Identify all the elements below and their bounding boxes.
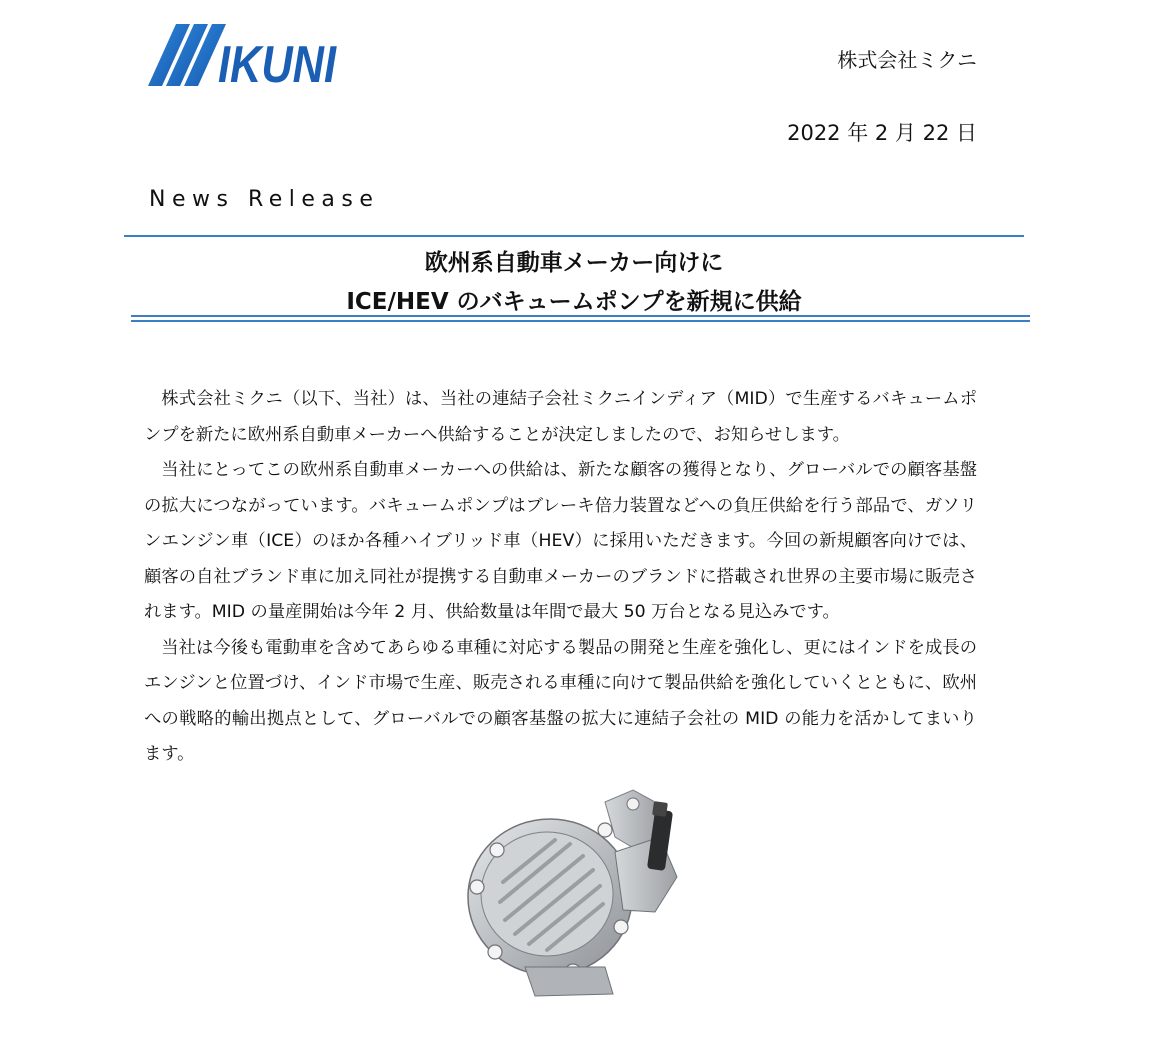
title-rule-bottom-1 — [131, 315, 1030, 317]
title-rule-bottom-2 — [131, 320, 1030, 322]
paragraph-2: 当社にとってこの欧州系自動車メーカーへの供給は、新たな顧客の獲得となり、グローバルでの顧客基盤の拡大につながっています。バキュームポンプはブレーキ倍力装置などへの負圧供給を行う部品で、ガソリンエンジン車（ICE）のほか各種ハイブリッド車（HEV）に採用いただきます。今回の新規顧客向けでは、顧客の自社ブランド車に加え同社が提携する自動車メーカーのブランドに搭載され世界の主要市場に販売されます。MID の量産開始は今年 2 月、供給数量は年間で最大 50 万台となる見込みです。 — [144, 460, 977, 622]
title-line-1: 欧州系自動車メーカー向けに — [424, 250, 724, 276]
paragraph-3: 当社は今後も電動車を含めてあらゆる車種に対応する製品の開発と生産を強化し、更にはインドを成長のエンジンと位置づけ、インド市場で生産、販売される車種に向けて製品供給を強化していくとともに、欧州への戦略的輸出拠点として、グローバルでの顧客基盤の拡大に連結子会社の MID の能力を活かしてまいります。 — [144, 637, 977, 764]
title-rule-top — [124, 235, 1024, 237]
svg-text:IKUNI: IKUNI — [218, 36, 338, 94]
title-line-2: ICE/HEV のバキュームポンプを新規に供給 — [346, 289, 802, 315]
release-date: 2022 年 2 月 22 日 — [787, 121, 977, 145]
mikuni-logo — [146, 22, 340, 94]
body-text — [144, 382, 977, 773]
vacuum-pump-photo — [455, 782, 695, 1002]
news-release-label: News Release — [149, 187, 380, 212]
paragraph-1: 株式会社ミクニ（以下、当社）は、当社の連結子会社ミクニインディア（MID）で生産するバキュームポンプを新たに欧州系自動車メーカーへ供給することが決定しましたので、お知らせします。 — [144, 389, 977, 445]
company-name: 株式会社ミクニ — [837, 48, 977, 72]
